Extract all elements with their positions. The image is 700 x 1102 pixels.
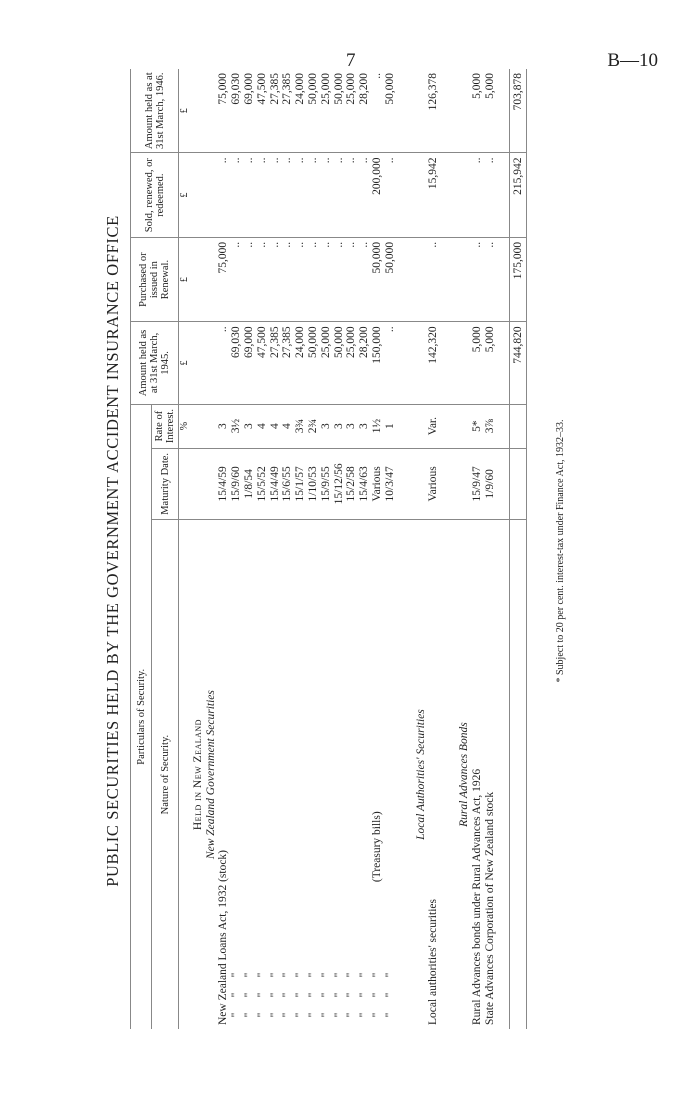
rate-cell: 3 (320, 404, 333, 448)
amount-1946-cell: 28,200 (358, 69, 371, 153)
sold-cell: .. (217, 153, 230, 237)
sold-cell: .. (320, 153, 333, 237)
nature-cell: State Advances Corporation of New Zealand stock (483, 791, 496, 1025)
ditto-mark: " (242, 972, 255, 978)
amount-1945-cell: 25,000 (345, 322, 358, 404)
nature-cell (345, 520, 358, 1029)
rate-cell: 4 (269, 404, 282, 448)
col-maturity: Maturity Date. (152, 448, 179, 520)
sold-cell: .. (294, 153, 307, 237)
total-sold: 215,942 (509, 153, 527, 237)
ditto-mark: " (332, 1012, 345, 1018)
sold-cell: .. (384, 153, 397, 237)
purchased-cell: .. (471, 237, 484, 321)
currency-row (179, 69, 192, 1029)
page-title: PUBLIC SECURITIES HELD BY THE GOVERNMENT ACCIDENT INSURANCE OFFICE (103, 215, 122, 887)
amount-1946-cell: 69,030 (230, 69, 243, 153)
currency-1946: £ (179, 69, 192, 153)
amount-1945-cell: 50,000 (333, 322, 346, 404)
ditto-mark: " (345, 972, 358, 978)
sold-cell: .. (358, 153, 371, 237)
amount-1945-cell: .. (384, 322, 397, 404)
nature-cell (294, 520, 307, 1029)
ditto-mark: " (268, 972, 281, 978)
nature-cell: Local authorities' securities (427, 899, 440, 1025)
table-row (269, 69, 282, 1029)
rate-cell: 4 (281, 404, 294, 448)
document-reference: B—10 (607, 50, 658, 71)
nature-cell: New Zealand Loans Act, 1932 (stock) (217, 849, 230, 1025)
maturity-cell: Various (371, 448, 384, 520)
nature-cell (269, 520, 282, 1029)
ditto-mark: " (306, 1012, 319, 1018)
rate-cell: 3½ (230, 404, 243, 448)
ditto-mark: " (332, 992, 345, 998)
maturity-cell: 15/9/60 (230, 448, 243, 520)
total-1945: 744,820 (509, 322, 527, 404)
amount-1946-cell: 5,000 (484, 69, 497, 153)
amount-1945-cell: 27,385 (269, 322, 282, 404)
sold-cell: .. (243, 153, 256, 237)
subheading-row (205, 69, 218, 1029)
maturity-cell: Various (427, 448, 440, 520)
table-body (179, 69, 527, 1029)
purchased-cell: .. (427, 237, 440, 321)
purchased-cell: .. (358, 237, 371, 321)
amount-1946-cell: 5,000 (471, 69, 484, 153)
rate-cell: 3 (243, 404, 256, 448)
spacer-row (497, 69, 510, 1029)
maturity-cell: 15/1/57 (294, 448, 307, 520)
nature-cell (281, 520, 294, 1029)
table-row (256, 69, 269, 1029)
table-row (243, 69, 256, 1029)
ditto-mark: " (319, 972, 332, 978)
ditto-mark: " (294, 1012, 307, 1018)
ditto-mark: " (370, 972, 383, 978)
amount-1945-cell: 25,000 (320, 322, 333, 404)
securities-table (130, 69, 527, 1029)
table-row (217, 69, 230, 1029)
nature-cell (243, 520, 256, 1029)
purchased-cell: .. (269, 237, 282, 321)
purchased-cell: 50,000 (384, 237, 397, 321)
table-row (384, 69, 397, 1029)
purchased-cell: .. (345, 237, 358, 321)
rate-cell: 1 (384, 404, 397, 448)
ditto-mark: " (370, 992, 383, 998)
amount-1945-cell: 50,000 (307, 322, 320, 404)
maturity-cell: 10/3/47 (384, 448, 397, 520)
table-row (230, 69, 243, 1029)
amount-1945-cell: 28,200 (358, 322, 371, 404)
purchased-cell: .. (484, 237, 497, 321)
total-1946: 703,878 (509, 69, 527, 153)
purchased-cell: .. (333, 237, 346, 321)
sold-cell: .. (471, 153, 484, 237)
table-row (320, 69, 333, 1029)
maturity-cell: 15/9/47 (471, 448, 484, 520)
amount-1946-cell: .. (371, 69, 384, 153)
maturity-cell: 15/2/58 (345, 448, 358, 520)
amount-1945-cell: 5,000 (484, 322, 497, 404)
table-row (371, 69, 384, 1029)
rate-cell: 3 (333, 404, 346, 448)
ditto-mark: " (255, 992, 268, 998)
sold-cell: .. (230, 153, 243, 237)
rate-cell: 3¾ (294, 404, 307, 448)
ditto-mark: " (358, 972, 371, 978)
purchased-cell: .. (243, 237, 256, 321)
maturity-cell: 15/6/55 (281, 448, 294, 520)
page-number: 7 (346, 50, 356, 71)
rate-cell: 3⅞ (484, 404, 497, 448)
table-row (307, 69, 320, 1029)
sold-cell: .. (307, 153, 320, 237)
amount-1945-cell: 27,385 (281, 322, 294, 404)
amount-1946-cell: 25,000 (345, 69, 358, 153)
section-heading-row (192, 69, 205, 1029)
amount-1946-cell: 27,385 (269, 69, 282, 153)
sold-cell: 15,942 (427, 153, 440, 237)
currency-1945: £ (179, 322, 192, 404)
subheading-local: Local Authorities' Securities (414, 709, 427, 840)
table-row (471, 69, 484, 1029)
amount-1946-cell: 69,000 (243, 69, 256, 153)
purchased-cell: 50,000 (371, 237, 384, 321)
footnote: * Subject to 20 per cent. interest-tax under Finance Act, 1932–33. (555, 419, 566, 683)
nature-cell (333, 520, 346, 1029)
rate-cell: 3 (345, 404, 358, 448)
ditto-mark: " (242, 992, 255, 998)
nature-cell (307, 520, 320, 1029)
ditto-mark: " (268, 992, 281, 998)
col-amount-1945: Amount held as at 31st March, 1945. (131, 322, 179, 404)
ditto-mark: " (230, 992, 243, 998)
nature-cell (256, 520, 269, 1029)
ditto-mark: " (358, 992, 371, 998)
maturity-cell: 1/10/53 (307, 448, 320, 520)
amount-1945-cell: .. (217, 322, 230, 404)
amount-1945-cell: 150,000 (371, 322, 384, 404)
amount-1946-cell: 25,000 (320, 69, 333, 153)
table-row (358, 69, 371, 1029)
col-rate: Rate of Interest. (152, 404, 179, 448)
nature-cell (230, 520, 243, 1029)
maturity-cell: 1/8/54 (243, 448, 256, 520)
subheading-row (415, 69, 428, 1029)
nature-cell (371, 520, 384, 1029)
ditto-mark: " (383, 1012, 396, 1018)
col-nature: Nature of Security. (152, 520, 179, 1029)
rate-cell: 3 (358, 404, 371, 448)
maturity-cell: 1/9/60 (484, 448, 497, 520)
amount-1946-cell: 50,000 (333, 69, 346, 153)
table-row (345, 69, 358, 1029)
sold-cell: .. (256, 153, 269, 237)
sold-cell: .. (333, 153, 346, 237)
amount-1945-cell: 24,000 (294, 322, 307, 404)
amount-1946-cell: 24,000 (294, 69, 307, 153)
rate-cell: 1½ (371, 404, 384, 448)
subheading-nz-govt: New Zealand Government Securities (204, 690, 217, 860)
amount-1946-cell: 50,000 (307, 69, 320, 153)
maturity-cell: 15/4/59 (217, 448, 230, 520)
nature-cell: Rural Advances bonds under Rural Advances Act, 1926 (470, 768, 483, 1025)
amount-1945-cell: 5,000 (471, 322, 484, 404)
rate-cell: 2¾ (307, 404, 320, 448)
amount-1945-cell: 69,000 (243, 322, 256, 404)
table-row (281, 69, 294, 1029)
amount-1946-cell: 75,000 (217, 69, 230, 153)
currency-purchased: £ (179, 237, 192, 321)
sold-cell: 200,000 (371, 153, 384, 237)
rate-cell: 3 (217, 404, 230, 448)
ditto-mark: " (268, 1012, 281, 1018)
ditto-mark: " (242, 1012, 255, 1018)
amount-1945-cell: 47,500 (256, 322, 269, 404)
ditto-mark: " (255, 972, 268, 978)
rate-unit: % (179, 404, 192, 448)
purchased-cell: .. (256, 237, 269, 321)
amount-1946-cell: 47,500 (256, 69, 269, 153)
rate-cell: 5* (471, 404, 484, 448)
currency-sold: £ (179, 153, 192, 237)
purchased-cell: 75,000 (217, 237, 230, 321)
nature-text: (Treasury bills) (370, 811, 383, 885)
table-row (427, 69, 440, 1029)
maturity-cell: 15/4/49 (269, 448, 282, 520)
ditto-mark: " (281, 972, 294, 978)
table-row (484, 69, 497, 1029)
ditto-mark: " (370, 1012, 383, 1018)
ditto-mark: " (383, 972, 396, 978)
section-heading: Held in New Zealand (191, 719, 204, 831)
rate-cell: 4 (256, 404, 269, 448)
amount-1945-cell: 69,030 (230, 322, 243, 404)
purchased-cell: .. (230, 237, 243, 321)
spacer-row (397, 69, 415, 1029)
table-row (333, 69, 346, 1029)
ditto-mark: " (294, 992, 307, 998)
maturity-cell: 15/4/63 (358, 448, 371, 520)
col-purchased: Purchased or issued in Renewal. (131, 237, 179, 321)
purchased-cell: .. (294, 237, 307, 321)
col-sold: Sold, renewed, or redeemed. (131, 153, 179, 237)
purchased-cell: .. (281, 237, 294, 321)
ditto-mark: " (306, 972, 319, 978)
purchased-cell: .. (307, 237, 320, 321)
nature-cell (384, 520, 397, 1029)
sold-cell: .. (484, 153, 497, 237)
ditto-mark: " (319, 1012, 332, 1018)
ditto-mark: " (332, 972, 345, 978)
purchased-cell: .. (320, 237, 333, 321)
ditto-mark: " (358, 1012, 371, 1018)
amount-1946-cell: 50,000 (384, 69, 397, 153)
nature-cell (320, 520, 333, 1029)
amount-1946-cell: 27,385 (281, 69, 294, 153)
ditto-mark: " (255, 1012, 268, 1018)
ditto-mark: " (319, 992, 332, 998)
sold-cell: .. (281, 153, 294, 237)
col-amount-1946: Amount held as at 31st March, 1946. (131, 69, 179, 153)
particulars-header: Particulars of Security. (131, 404, 152, 1029)
ditto-mark: " (281, 1012, 294, 1018)
maturity-cell: 15/12/56 (333, 448, 346, 520)
rate-cell: Var. (427, 404, 440, 448)
amount-1946-cell: 126,378 (427, 69, 440, 153)
subheading-row (458, 69, 471, 1029)
sold-cell: .. (269, 153, 282, 237)
maturity-cell: 15/9/55 (320, 448, 333, 520)
ditto-mark: " (294, 972, 307, 978)
subheading-rural: Rural Advances Bonds (458, 722, 471, 827)
maturity-cell: 15/5/52 (256, 448, 269, 520)
ditto-mark: " (230, 972, 243, 978)
sold-cell: .. (345, 153, 358, 237)
table-row (294, 69, 307, 1029)
ditto-mark: " (345, 992, 358, 998)
ditto-mark: " (383, 992, 396, 998)
spacer-row (440, 69, 458, 1029)
ditto-mark: " (230, 1012, 243, 1018)
total-purchased: 175,000 (509, 237, 527, 321)
ditto-mark: " (281, 992, 294, 998)
ditto-mark: " (306, 992, 319, 998)
amount-1945-cell: 142,320 (427, 322, 440, 404)
totals-row (509, 69, 527, 1029)
nature-cell (358, 520, 371, 1029)
ditto-mark: " (345, 1012, 358, 1018)
